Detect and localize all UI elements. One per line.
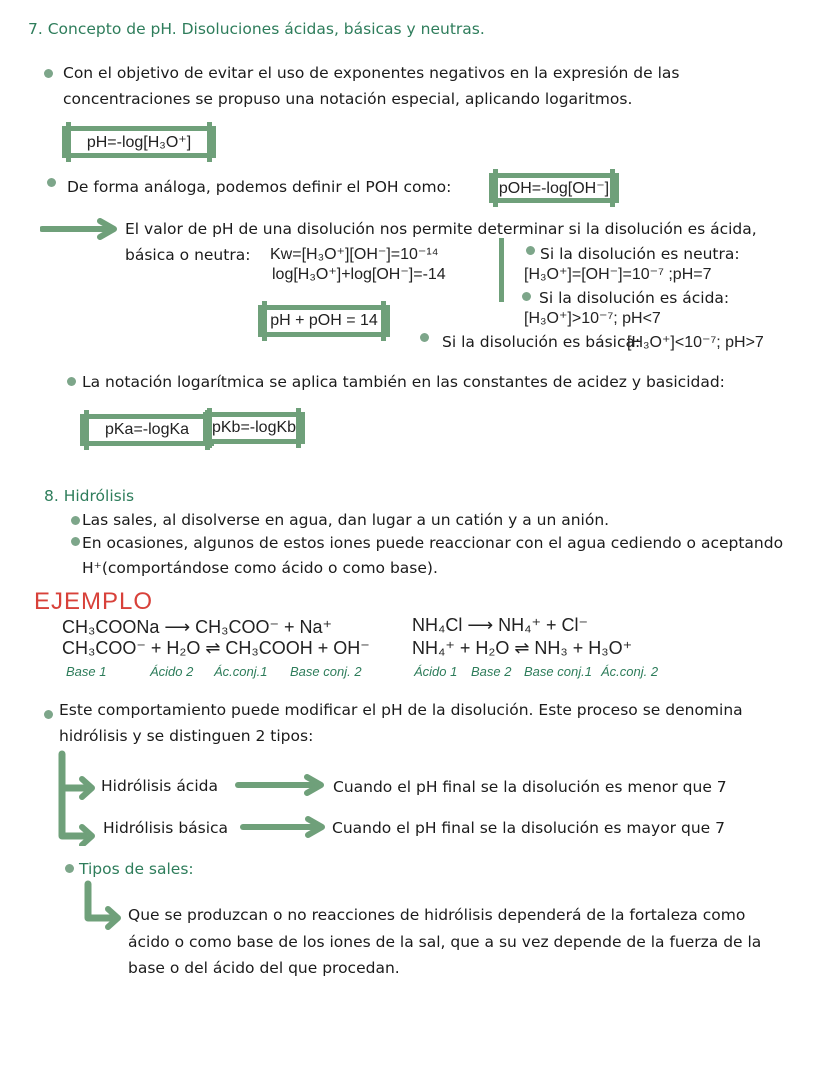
hydrolysis-bullet1: Las sales, al disolverse en agua, dan lugar a un catión y a un anión. <box>82 511 610 529</box>
branch-arrows-icon <box>52 750 102 846</box>
example2-label: Ác.conj. 2 <box>601 664 659 679</box>
behavior-line2: hidrólisis y se distinguen 2 tipos: <box>59 727 314 745</box>
example1-label: Ácido 2 <box>150 664 194 679</box>
section8-title: 8. Hidrólisis <box>44 487 135 505</box>
example1-label: Base conj. 2 <box>290 664 362 679</box>
salt-types-label: Tipos de sales: <box>79 860 194 878</box>
basic-equation: [H₃O⁺]<10⁻⁷; pH>7 <box>627 334 764 351</box>
example1-line1: CH₃COONa ⟶ CH₃COO⁻ + Na⁺ <box>62 617 332 637</box>
basic-hydrolysis-desc: Cuando el pH final se la disolución es mayor que 7 <box>332 819 725 837</box>
divider <box>499 238 504 302</box>
poh-text: De forma análoga, podemos definir el POH como: <box>67 178 452 196</box>
branch-arrow-icon <box>80 880 126 930</box>
example2-line2: NH₄⁺ + H₂O ⇌ NH₃ + H₃O⁺ <box>412 638 633 658</box>
salts-line3: base o del ácido del que procedan. <box>128 959 400 977</box>
intro-line2: concentraciones se propuso una notación especial, aplicando logaritmos. <box>63 90 633 108</box>
example2-label: Ácido 1 <box>414 664 458 679</box>
example2-line1: NH₄Cl ⟶ NH₄⁺ + Cl⁻ <box>412 615 589 635</box>
example1-line2: CH₃COO⁻ + H₂O ⇌ CH₃COOH + OH⁻ <box>62 638 370 658</box>
ph-poh-sum-box: pH + pOH = 14 <box>258 305 390 337</box>
basic-hydrolysis-label: Hidrólisis básica <box>103 819 229 837</box>
right-arrow-icon <box>240 815 328 839</box>
acid-label: Si la disolución es ácida: <box>539 289 730 307</box>
acid-hydrolysis-label: Hidrólisis ácida <box>101 777 218 795</box>
bullet-icon <box>47 178 56 187</box>
poh-formula-box: pOH=-log[OH⁻] <box>489 173 619 203</box>
bullet-icon <box>526 246 535 255</box>
acid-hydrolysis-desc: Cuando el pH final se la disolución es menor que 7 <box>333 778 727 796</box>
example-title: EJEMPLO <box>34 588 154 615</box>
intro-line1: Con el objetivo de evitar el uso de exponentes negativos en la expresión de las <box>63 64 680 82</box>
hydrolysis-bullet2-line1: En ocasiones, algunos de estos iones puede reaccionar con el agua cediendo o aceptando <box>82 534 784 552</box>
bullet-icon <box>65 864 74 873</box>
behavior-line1: Este comportamiento puede modificar el pH de la disolución. Este proceso se denomina <box>59 701 743 719</box>
neutral-equation: [H₃O⁺]=[OH⁻]=10⁻⁷ ;pH=7 <box>524 266 712 283</box>
neutral-label: Si la disolución es neutra: <box>540 245 740 263</box>
pkb-box: pKb=-logKb <box>203 412 305 444</box>
bullet-icon <box>67 377 76 386</box>
acid-equation: [H₃O⁺]>10⁻⁷; pH<7 <box>524 310 661 327</box>
salts-line2: ácido o como base de los iones de la sal, que a su vez depende de la fuerza de la <box>128 933 762 951</box>
log-equation: log[H₃O⁺]+log[OH⁻]=-14 <box>272 266 446 283</box>
bullet-icon <box>44 710 53 719</box>
bullet-icon <box>44 69 53 78</box>
bullet-icon <box>420 333 429 342</box>
bullet-icon <box>71 537 80 546</box>
example1-label: Ác.conj.1 <box>214 664 268 679</box>
example1-label: Base 1 <box>66 664 107 679</box>
example2-label: Base conj.1 <box>524 664 592 679</box>
section7-title: 7. Concepto de pH. Disoluciones ácidas, básicas y neutras. <box>28 20 485 38</box>
value-line2: básica o neutra: <box>125 246 251 264</box>
hydrolysis-bullet2-line2: H⁺(comportándose como ácido o como base). <box>82 559 438 577</box>
example2-label: Base 2 <box>471 664 512 679</box>
log-notation-text: La notación logarítmica se aplica también en las constantes de acidez y basicidad: <box>82 373 725 391</box>
basic-label: Si la disolución es básica: <box>442 333 641 351</box>
pka-box: pKa=-logKa <box>80 414 214 446</box>
bullet-icon <box>71 516 80 525</box>
right-arrow-icon <box>235 773 327 797</box>
bullet-icon <box>522 292 531 301</box>
right-arrow-icon <box>40 218 122 240</box>
ph-formula-box: pH=-log[H₃O⁺] <box>62 126 216 158</box>
value-line1: El valor de pH de una disolución nos permite determinar si la disolución es ácida, <box>125 220 757 238</box>
salts-line1: Que se produzcan o no reacciones de hidrólisis dependerá de la fortaleza como <box>128 906 746 924</box>
kw-equation: Kw=[H₃O⁺][OH⁻]=10⁻¹⁴ <box>270 246 439 263</box>
